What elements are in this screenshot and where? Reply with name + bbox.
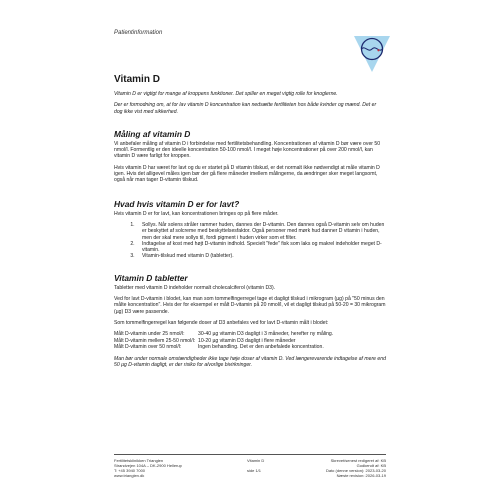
dose-value: Ingen behandling. Det er den anbefalede koncentration.	[198, 343, 324, 350]
dose-value: 30-40 µg vitamin D3 dagligt i 3 måneder, herefter ny måling.	[198, 331, 334, 338]
tablets-paragraph-2: Ved for lavt D-vitamin i blodet, kan man som tommelfingerregel tage et dagligt tilskud i mikrogram (µg) på "50 minus den målte koncentration". Hvis der for eksempel er målt D-vitamin på 20 nmol/l, vil et dagligt tilskud på 50-20 = 30 mikrogram (µg) D3 være passende.	[114, 296, 386, 315]
dose-label: Målt D-vitamin under 25 nmol/l:	[114, 331, 185, 338]
footer-website-link[interactable]: www.trianglen.dk	[114, 473, 145, 478]
closing-warning: Man bør under normale omstændigheder ikke tage høje doser af vitamin D. Ved længerevarende indtagelse af mere end 50 µg D-vitamin dagligt, er der risiko for alvorlige bivirkninger.	[114, 356, 386, 369]
list-item: 2. Indtagelse af kost med højt D-vitamin indhold. Specielt "fede" fisk som laks og makrel indeholder meget D-vitamin.	[136, 241, 386, 254]
dose-label: Målt D-vitamin mellem 25-50 nmol/l:	[114, 337, 196, 344]
remedy-list	[114, 222, 386, 260]
footer-approver: Godkendt af: KB	[356, 463, 386, 468]
section-heading-measurement: Måling af vitamin D	[114, 128, 191, 139]
dose-value: 10-20 µg vitamin D3 dagligt i flere måneder	[198, 337, 296, 344]
document-body	[114, 74, 386, 374]
footer-phone: T: +45 3940 7000	[114, 468, 146, 473]
measurement-paragraph-2: Hvis vitamin D har været for lavt og du er startet på D vitamin tilskud, er det normalt ikke nødvendigt at måle vitamin D igen. Hvis det alligevel måles igen bør der gå flere måneder imellem målingerne, da ændringer sker meget langsomt, også når man tager D-vitamin tilskud.	[114, 164, 380, 184]
table-row	[114, 344, 333, 350]
section-tablets	[114, 273, 386, 369]
section-measurement	[114, 129, 386, 184]
header-label: Patientinformation	[114, 30, 163, 36]
footer-clinic-info	[114, 458, 182, 478]
footer-editor: Skrevet/senest redigeret af: KB	[330, 458, 386, 463]
footer-page-number: side 1/1	[247, 468, 262, 473]
intro-paragraph-1: Vitamin D er vigtigt for mange af kroppens funktioner. Det spiller en meget vigtig rolle for knoglerne.	[114, 91, 338, 97]
page-title: Vitamin D	[114, 74, 160, 85]
footer-next-revision: Næste revision: 2026-03-19	[336, 473, 386, 478]
table-row	[114, 331, 333, 337]
section-heading-low-level: Hvad hvis vitamin D er for lavt?	[114, 198, 240, 209]
tablets-paragraph-1: Tabletter med vitamin D indeholder normalt cholecalciferol (vitamin D3).	[114, 284, 276, 291]
intro-paragraph-2: Der er formodning om, at for lav vitamin D koncentration kan nedsætte fertiliteten hos både kvinder og mænd. Det er dog ikke vist med sikkerhed.	[114, 102, 377, 115]
list-item: 1. Sollys. Når solens stråler rammer huden, dannes der D-vitamin. Den dannes også D-vitamin selv om huden er beskyttet af solcreme med beskyttelsesfaktor. Også personer med mørk hud danner D vitamin i huden, men der skal mere sollys til, fordi pigment i huden virker som et filter.	[136, 222, 386, 241]
low-level-intro: Hvis vitamin D er for lavt, kan koncentrationen bringes op på flere måder.	[114, 210, 279, 217]
measurement-paragraph-1: Vi anbefaler måling af vitamin D i forbindelse med fertilitetsbehandling. Koncentrationen af vitamin D bør være over 50 nmol/l. Formentlig er den ideelle koncentration 50-100 nmol/l. I meget høje koncentrationer på over 200 nmol/l, kan vitamin D være farligt for kroppen.	[114, 140, 381, 160]
clinic-logo-icon	[352, 34, 392, 74]
footer-revision-info	[326, 458, 386, 478]
dose-table	[114, 331, 333, 350]
dose-label: Målt D-vitamin over 50 nmol/l:	[114, 343, 182, 350]
footer-doc-title: Vitamin D	[247, 458, 265, 463]
footer-version-date: Dato (denne version): 2023-03-20	[325, 468, 386, 473]
list-item: 3. Vitamin-tilskud med vitamin D (tabletter).	[136, 253, 386, 259]
footer-address: Strandvejen 104A – DK-2900 Hellerup	[114, 463, 182, 468]
page-footer	[114, 454, 386, 478]
tablets-paragraph-3: Som tommelfingerregel kan følgende doser af D3 anbefales ved for lavt D-vitamin målt i blodet:	[114, 319, 329, 326]
section-low-level	[114, 199, 386, 260]
footer-clinic-name: Fertilitetsklinikken Trianglen	[114, 458, 164, 463]
section-heading-tablets: Vitamin D tabletter	[114, 272, 188, 283]
